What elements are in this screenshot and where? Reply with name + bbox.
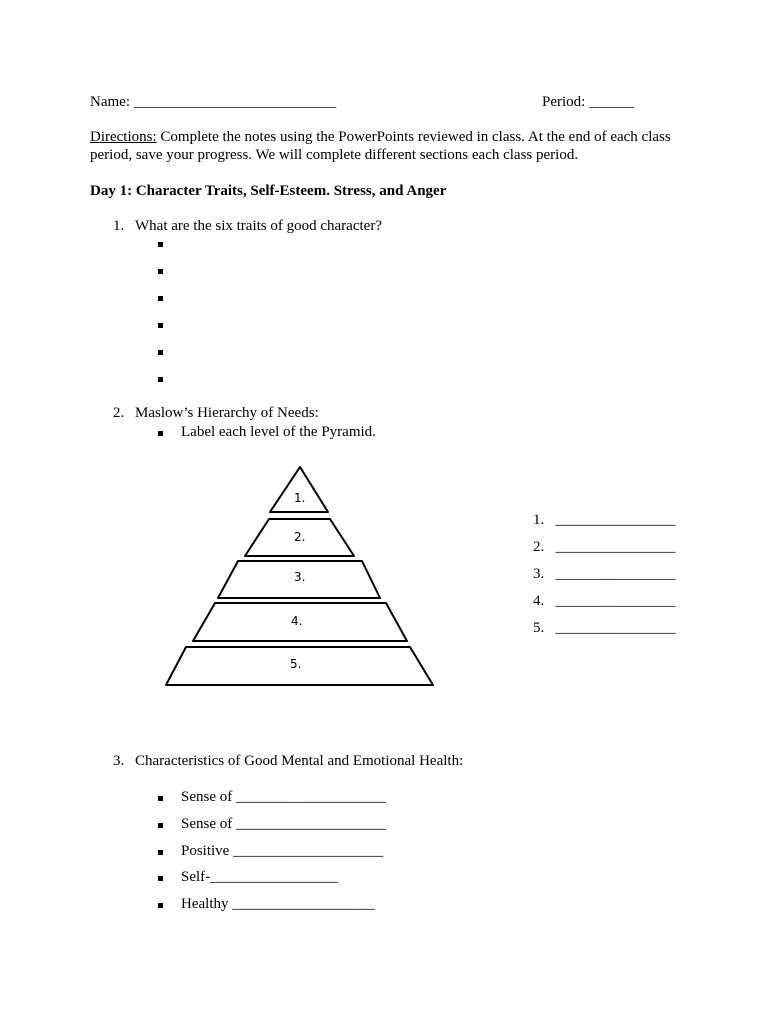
q2-number: 2.	[113, 405, 125, 421]
q3-text: Characteristics of Good Mental and Emotional Health:	[135, 753, 464, 769]
q3-item-3: Positive ____________________	[181, 843, 384, 859]
answer-number: 2.	[533, 539, 545, 555]
directions-text-1: Complete the notes using the PowerPoints reviewed in class. At the end of each class	[156, 129, 671, 145]
q1-bullet-1	[158, 242, 163, 247]
q2-sub-text: Label each level of the Pyramid.	[181, 424, 376, 440]
q2-text: Maslow’s Hierarchy of Needs:	[135, 405, 319, 421]
pyramid-label-4: 4.	[291, 614, 303, 628]
q1-bullet-5	[158, 350, 163, 355]
q3-bullet-1	[158, 796, 163, 801]
pyramid-label-5: 5.	[290, 657, 302, 671]
maslow-pyramid	[150, 460, 450, 700]
pyramid-level-1	[270, 467, 328, 512]
directions-line-2: period, save your progress. We will complete different sections each class period.	[90, 147, 579, 163]
q3-item-4: Self-_________________	[181, 869, 338, 885]
q3-bullet-3	[158, 850, 163, 855]
answer-item-4	[533, 593, 676, 610]
q1-bullet-2	[158, 269, 163, 274]
q3-item-2: Sense of ____________________	[181, 816, 386, 832]
directions-label: Directions:	[90, 129, 157, 145]
answer-blank: ________________	[555, 539, 676, 555]
period-field	[542, 94, 634, 111]
answer-number: 1.	[533, 512, 545, 528]
q3-number: 3.	[113, 753, 125, 769]
q3-bullet-4	[158, 876, 163, 881]
answer-blank: ________________	[555, 566, 676, 582]
q1-text: What are the six traits of good character?	[135, 218, 382, 234]
q1-number: 1.	[113, 218, 125, 234]
period-label: Period:	[542, 94, 586, 110]
answer-blank: ________________	[555, 620, 676, 636]
q1-bullet-6	[158, 377, 163, 382]
name-field	[90, 94, 336, 111]
q1-bullet-3	[158, 296, 163, 301]
q3-item-5: Healthy ___________________	[181, 896, 375, 912]
answer-number: 5.	[533, 620, 545, 636]
pyramid-label-1: 1.	[294, 491, 306, 505]
answer-number: 4.	[533, 593, 545, 609]
directions-line-1	[90, 129, 671, 146]
answer-blank: ________________	[555, 512, 676, 528]
q3-bullet-5	[158, 903, 163, 908]
q3-bullet-2	[158, 823, 163, 828]
answer-number: 3.	[533, 566, 545, 582]
period-blank: ______	[589, 94, 635, 110]
day1-heading: Day 1: Character Traits, Self-Esteem. Stress, and Anger	[90, 183, 447, 199]
q1-bullet-4	[158, 323, 163, 328]
name-blank: ___________________________	[133, 94, 337, 110]
answer-item-5	[533, 620, 676, 637]
answer-item-1	[533, 512, 676, 529]
name-label: Name:	[90, 94, 130, 110]
answer-item-2	[533, 539, 676, 556]
pyramid-label-2: 2.	[294, 530, 306, 544]
answer-item-3	[533, 566, 676, 583]
pyramid-label-3: 3.	[294, 570, 306, 584]
answer-blank: ________________	[555, 593, 676, 609]
q3-item-1: Sense of ____________________	[181, 789, 386, 805]
q2-sub-bullet	[158, 431, 163, 436]
